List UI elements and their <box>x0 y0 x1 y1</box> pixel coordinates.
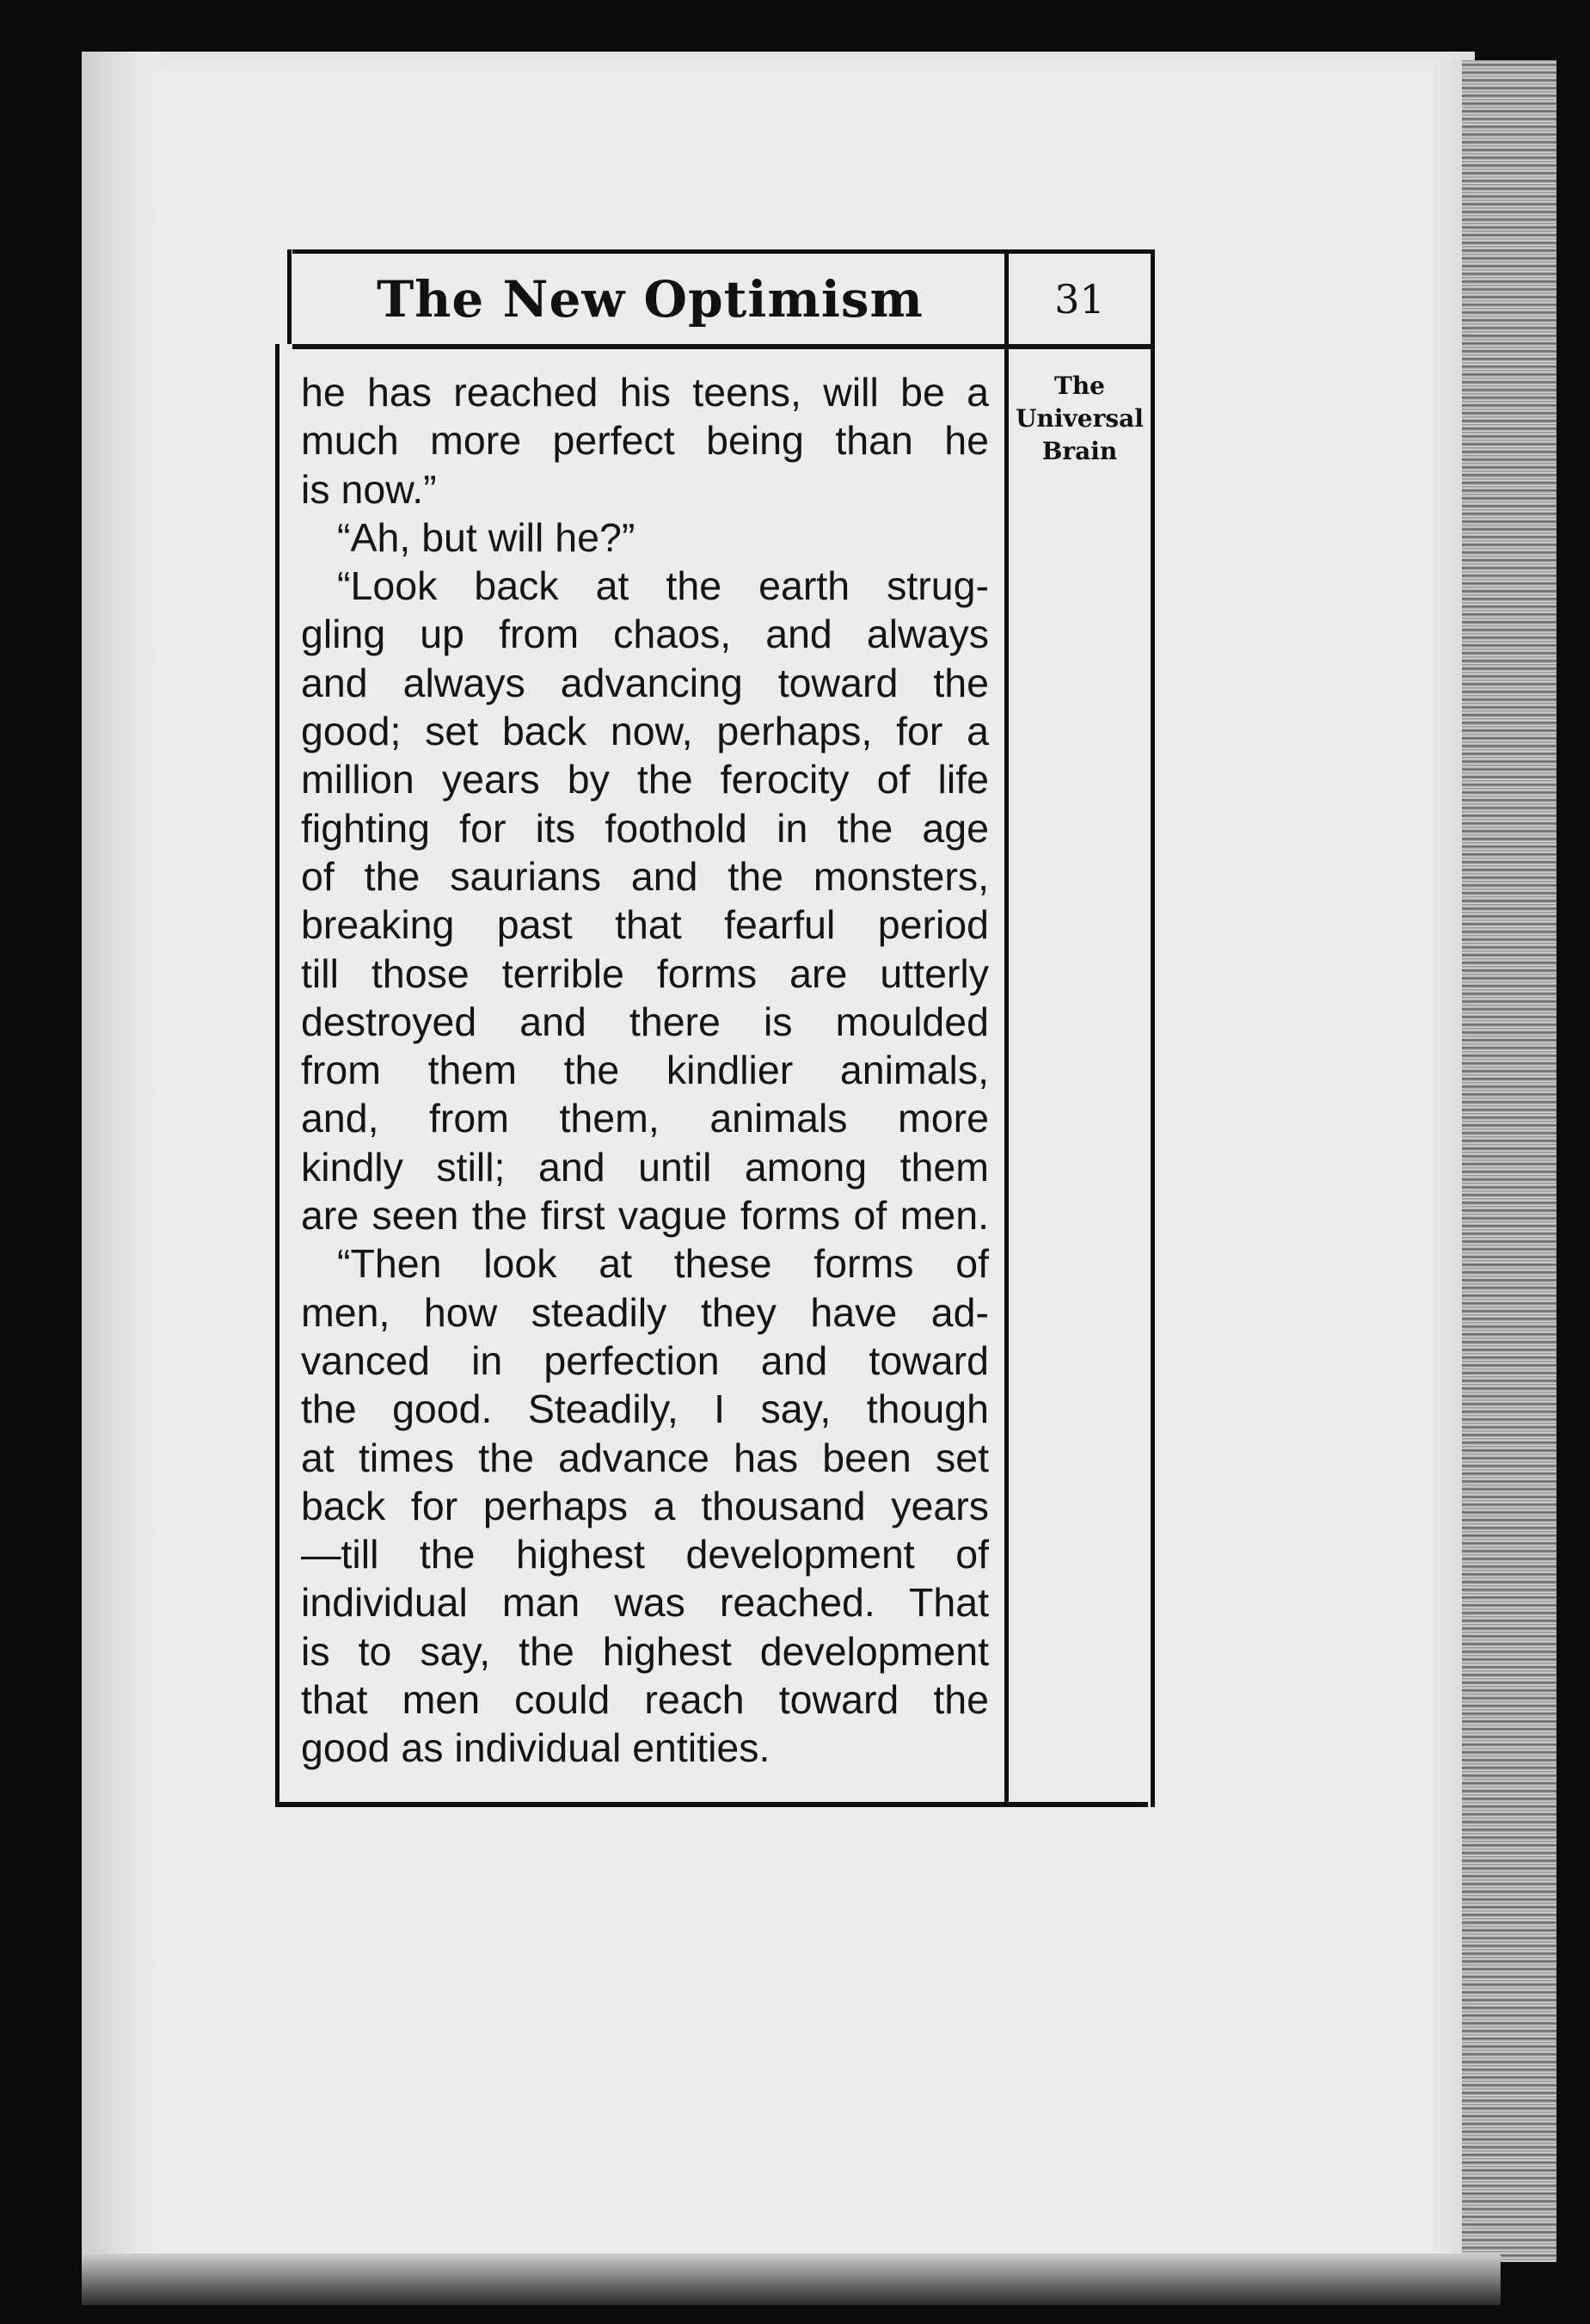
side-note-line: The <box>1053 372 1105 400</box>
page-gutter <box>82 52 159 2288</box>
text-line: and, from them, animals more <box>301 1096 989 1141</box>
text-line: “Then look at these forms of <box>337 1241 989 1287</box>
book-bottom-edge <box>82 2253 1501 2305</box>
text-line: the good. Steadily, I say, though <box>301 1386 989 1432</box>
text-frame <box>275 249 1152 1806</box>
text-line: that men could reach toward the <box>301 1677 989 1723</box>
frame-top-rule <box>292 249 1152 254</box>
side-note-line: Brain <box>1041 437 1118 465</box>
text-line: “Ah, but will he?” <box>337 514 635 560</box>
text-line: are seen the first vague forms of men. <box>301 1193 989 1239</box>
text-line: destroyed and there is moulded <box>301 999 989 1044</box>
text-line: gling up from chaos, and always <box>301 612 989 657</box>
text-line: “Look back at the earth strug- <box>337 563 989 609</box>
side-note <box>1009 370 1151 468</box>
running-head: The New Optimism <box>377 270 924 329</box>
text-line: —till the highest development of <box>301 1532 989 1577</box>
text-line: till those terrible forms are utterly <box>301 950 989 996</box>
frame-left-rule <box>275 344 279 1806</box>
frame-header-left-rule <box>287 249 292 344</box>
text-line: back for perhaps a thousand years <box>301 1483 989 1528</box>
text-line: and always advancing toward the <box>301 660 989 705</box>
frame-bottom-rule <box>275 1802 1148 1807</box>
text-line: vanced in perfection and toward <box>301 1337 989 1383</box>
text-line: good as individual entities. <box>301 1725 770 1771</box>
text-line: men, how steadily they have ad- <box>301 1289 989 1335</box>
text-line: at times the advance has been set <box>301 1435 989 1480</box>
frame-right-rule <box>1151 249 1155 1807</box>
text-line: million years by the ferocity of life <box>301 757 989 802</box>
text-line: is to say, the highest development <box>301 1628 989 1674</box>
body-text <box>301 368 989 1773</box>
text-line: kindly still; and until among them <box>301 1144 989 1190</box>
side-note-line: Universal <box>1016 404 1144 433</box>
margin-divider-rule <box>1004 249 1009 1807</box>
text-line: from them the kindlier animals, <box>301 1048 989 1093</box>
text-line: much more perfect being than he <box>301 418 989 464</box>
page-number: 31 <box>1054 276 1105 323</box>
text-line: breaking past that fearful period <box>301 902 989 948</box>
text-line: is now.” <box>301 466 437 512</box>
book-fore-edge <box>1462 60 1556 2262</box>
text-line: he has reached his teens, will be a <box>301 370 989 415</box>
header-rule <box>292 344 1152 349</box>
text-line: individual man was reached. That <box>301 1580 989 1626</box>
text-line: of the saurians and the monsters, <box>301 853 989 899</box>
text-line: fighting for its foothold in the age <box>301 805 989 851</box>
text-line: good; set back now, perhaps, for a <box>301 709 989 754</box>
